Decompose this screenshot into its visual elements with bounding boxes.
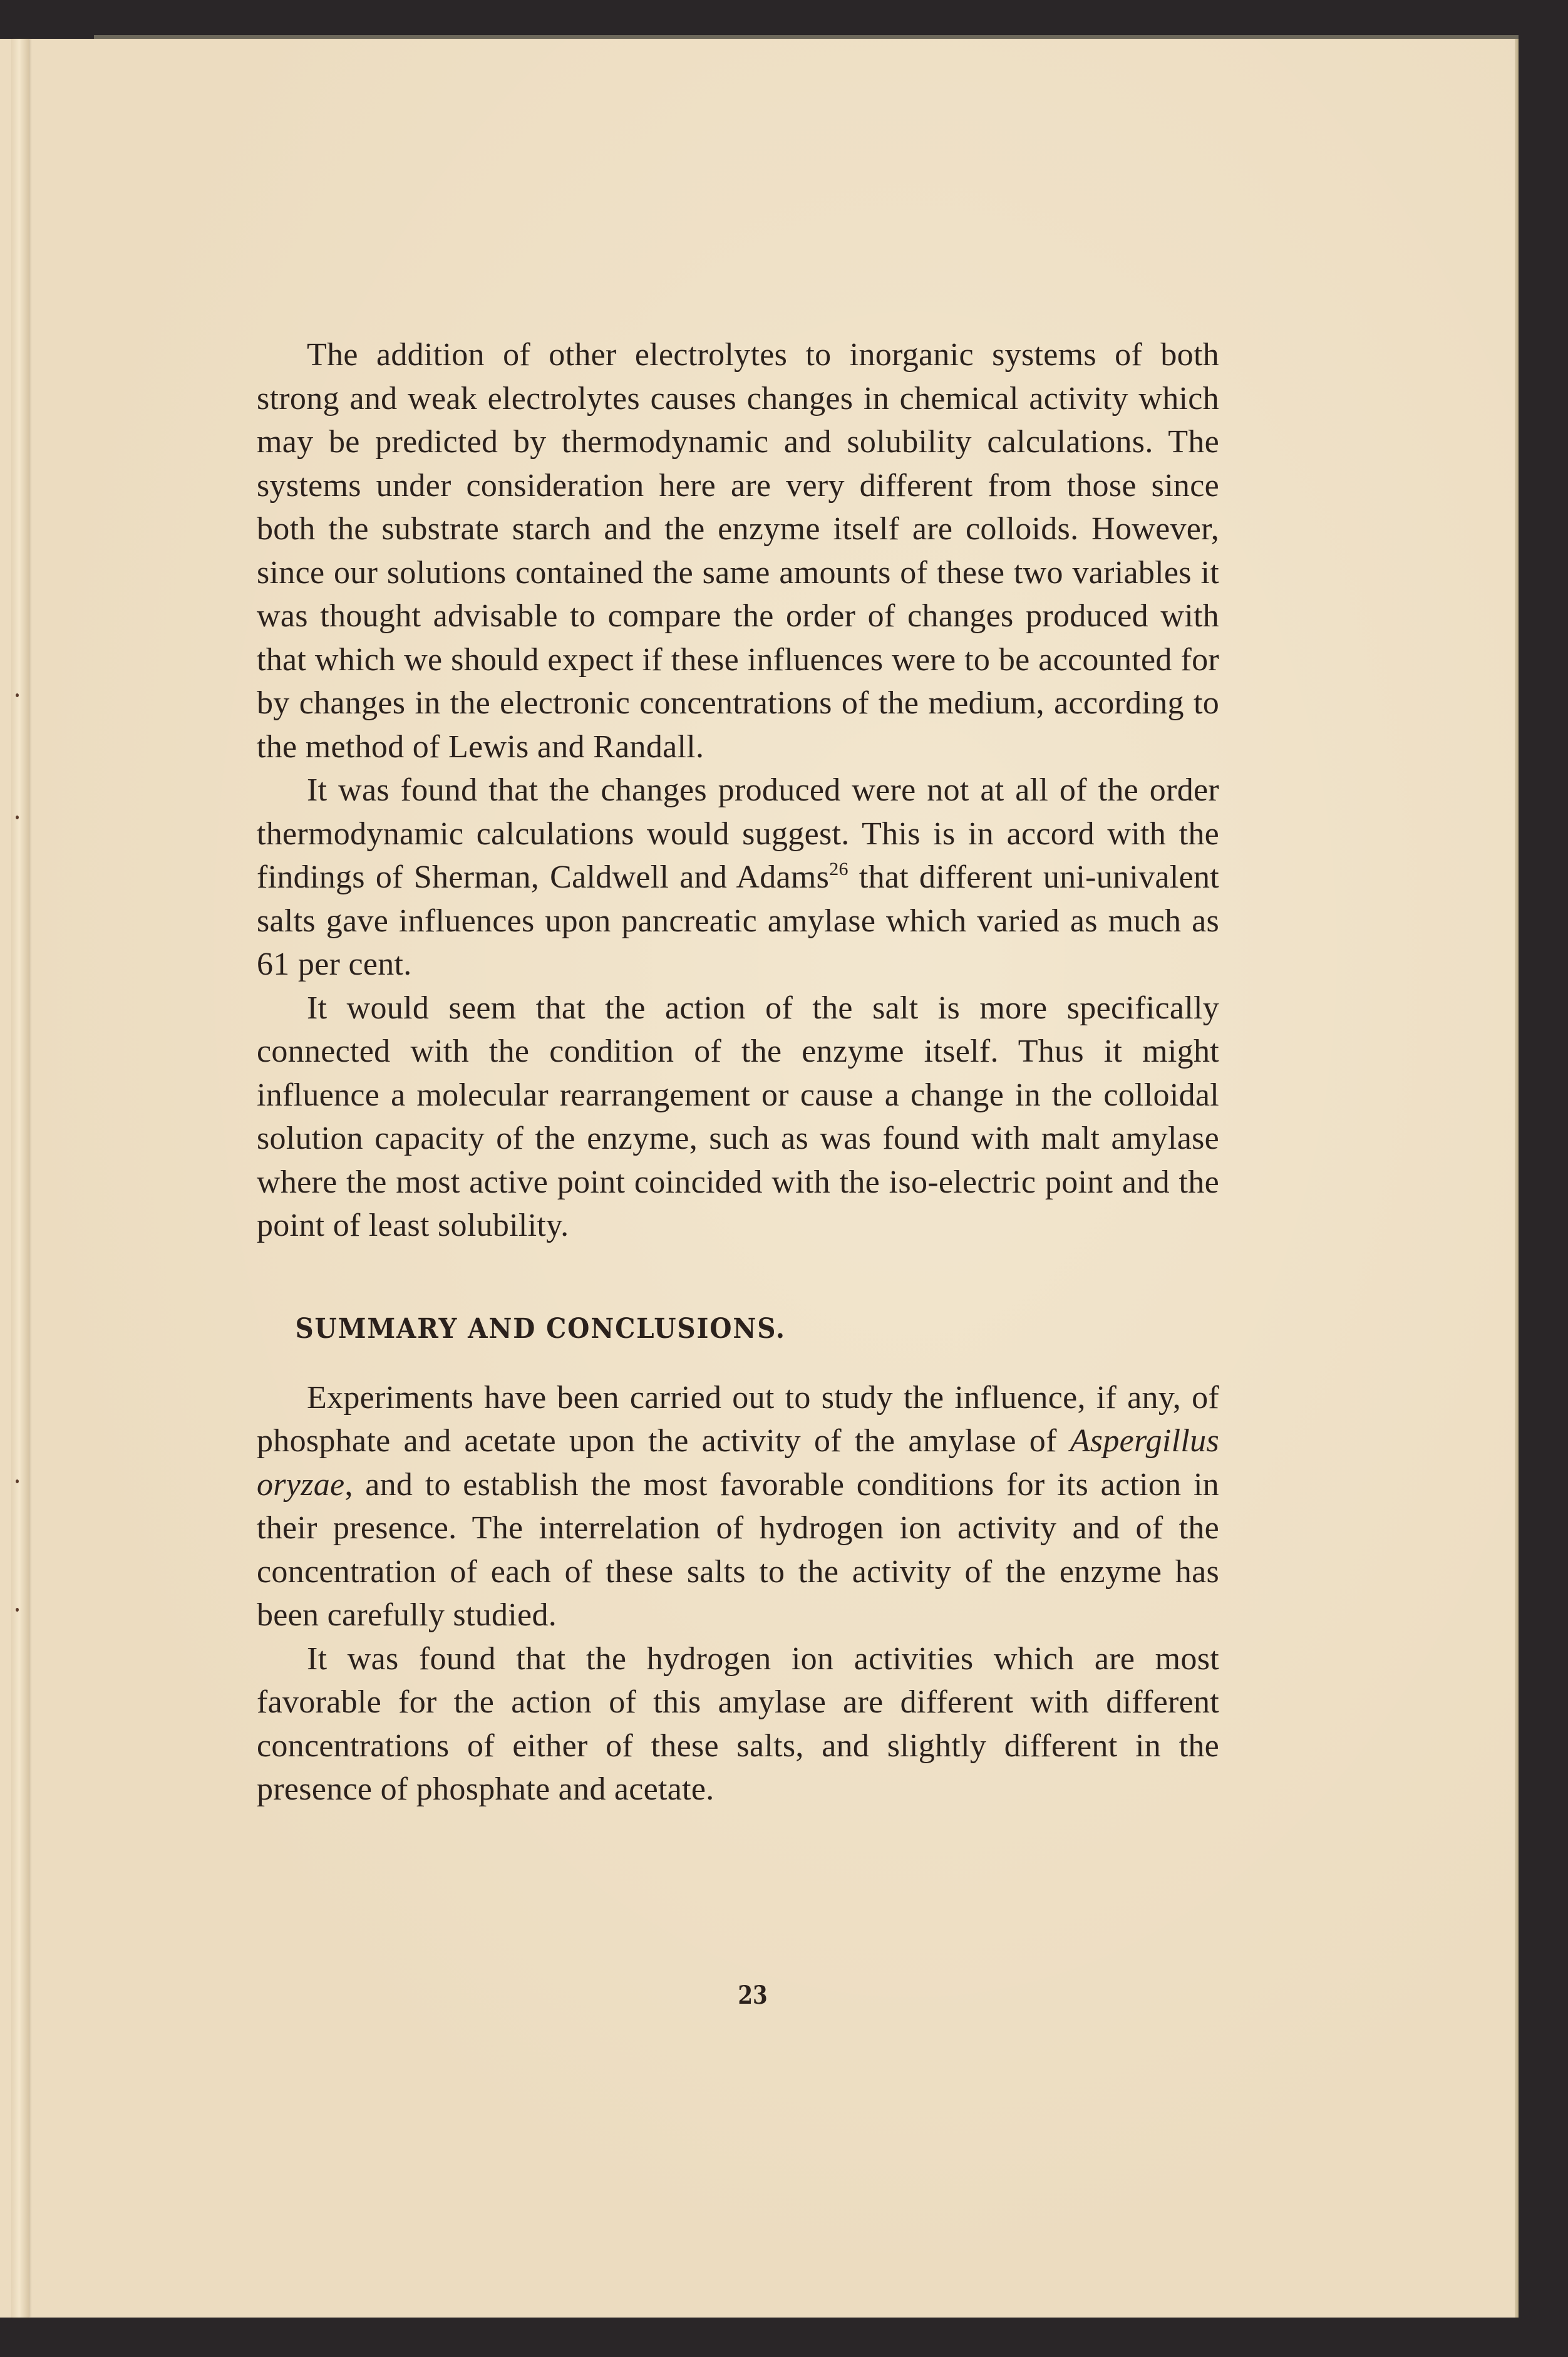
binding-gutter	[11, 39, 29, 2318]
paragraph-salt-action: It would seem that the action of the salt is more specifically connected with the condition of the enzyme itself. Thus it might influence a molecular rearrangement or cause a change in the colloidal solution capacity of the enzyme, such as was found with malt amylase where the most active point coincided with the iso-electric point and the point of least solubility.	[257, 990, 1219, 1243]
paragraph-thermodynamic-findings	[257, 769, 1219, 987]
paragraph-text: Experiments have been carried out to study the influence, if any, of phosphate and acetate upon the activity of the amylase of	[257, 1379, 1219, 1459]
paragraph-text: that different uni-univalent salts gave influences upon pancreatic amylase which varied as much as 61 per cent.	[257, 859, 1219, 982]
footnote-reference: 26	[829, 859, 848, 879]
stitch-hole	[16, 816, 19, 819]
paragraph-text: It was found that the changes produced were not at all of the order thermodynamic calculations would suggest. This is in accord with the findings of Sherman, Caldwell and Adams	[257, 772, 1219, 895]
stitch-hole	[16, 693, 19, 697]
stitch-hole	[16, 1479, 19, 1483]
stitch-hole	[16, 1608, 19, 1612]
page-top-edge	[94, 35, 1519, 39]
paragraph-experiments	[257, 1376, 1219, 1637]
text-column	[257, 333, 1219, 1811]
page-edge	[1515, 39, 1519, 2318]
paragraph-electrolytes: The addition of other electrolytes to inorganic systems of both strong and weak electrolytes causes changes in chemical activity which may be predicted by thermodynamic and solubility calculations. The systems under consideration here are very different from those since both the substrate starch and the enzyme itself are colloids. However, since our solutions contained the same amounts of these two variables it was thought advisable to compare the order of changes produced with that which we should expect if these influences were to be accounted for by changes in the electronic concentrations of the medium, according to the method of Lewis and Randall.	[257, 337, 1219, 765]
page-number: 23	[738, 1981, 768, 2010]
species-name: Aspergillus oryzae	[257, 1423, 1219, 1503]
section-heading: SUMMARY AND CONCLUSIONS.	[295, 1312, 786, 1345]
paragraph-text: , and to establish the most favorable conditions for its action in their presence. The interrelation of hydrogen ion activity and of the concentration of each of these salts to the activity of the enzyme has been carefully studied.	[257, 1466, 1219, 1633]
paragraph-conclusion: It was found that the hydrogen ion activities which are most favorable for the action of this amylase are different with different concentrations of either of these salts, and slightly different in the presence of phosphate and acetate.	[257, 1640, 1219, 1807]
